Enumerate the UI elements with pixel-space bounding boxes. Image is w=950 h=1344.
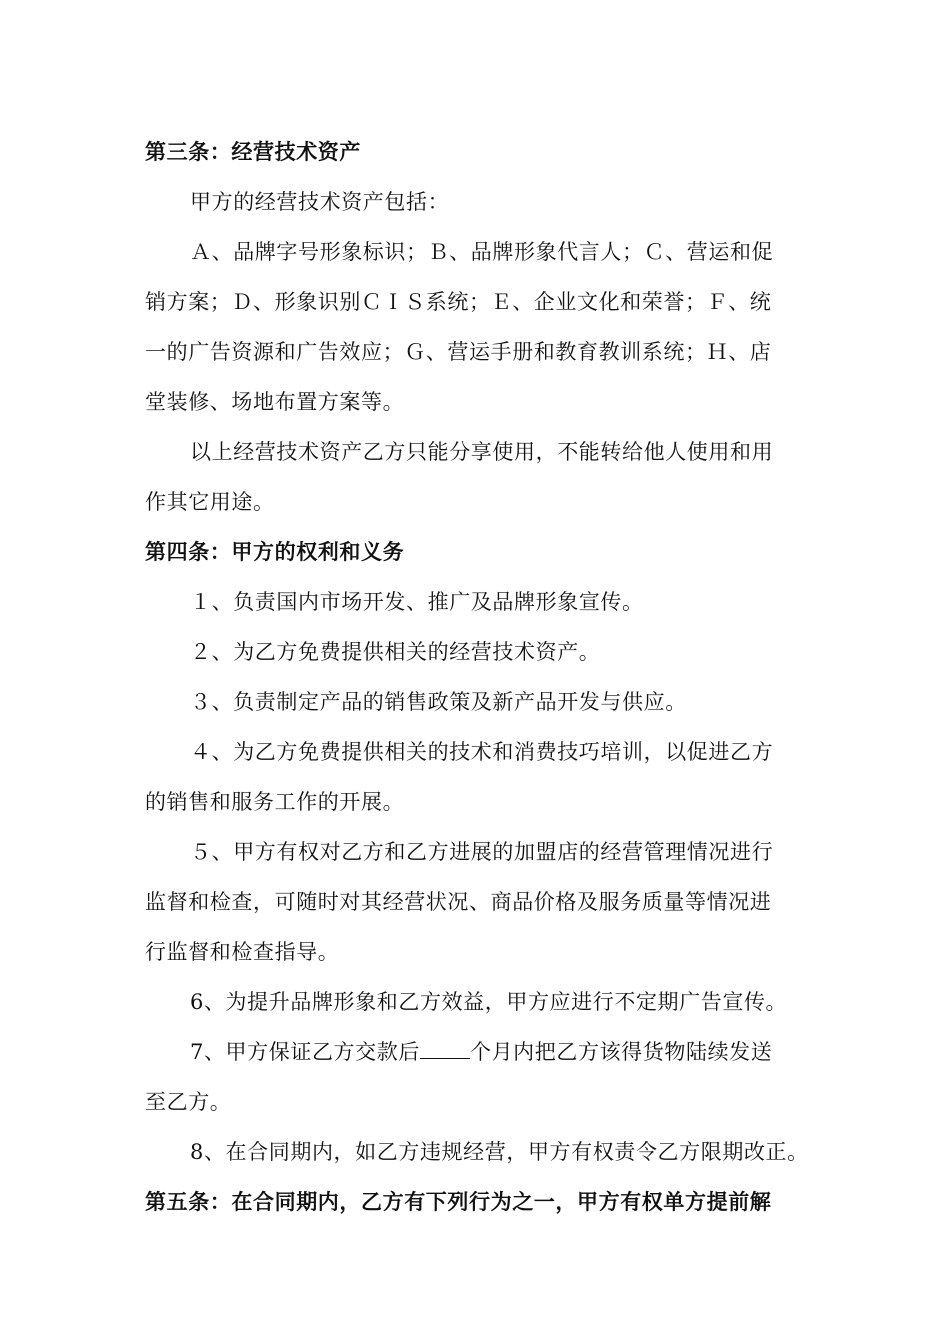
article-4-item-5-line-1: ５、甲方有权对乙方和乙方进展的加盟店的经营管理情况进行	[190, 840, 774, 864]
article-3-note-line-1: 以上经营技术资产乙方只能分享使用，不能转给他人使用和用	[190, 440, 774, 464]
article-4-item-1: １、负责国内市场开发、推广及品牌形象宣传。	[190, 590, 644, 614]
fill-in-blank	[420, 1038, 470, 1059]
article-3-intro: 甲方的经营技术资产包括：	[190, 190, 450, 214]
article-4-item-6: 6、为提升品牌形象和乙方效益，甲方应进行不定期广告宣传。	[190, 990, 788, 1014]
article-4-item-7-line-1	[190, 1037, 772, 1067]
article-4-item-8: 8、在合同期内，如乙方违规经营，甲方有权责令乙方限期改正。	[190, 1140, 809, 1164]
article-3-heading: 第三条：经营技术资产	[145, 139, 361, 164]
article-4-item-7-line-2: 至乙方。	[145, 1090, 232, 1114]
article-4-item-4-line-1: ４、为乙方免费提供相关的技术和消费技巧培训，以促进乙方	[190, 740, 774, 764]
article-3-list-line-1: Ａ、品牌字号形象标识；Ｂ、品牌形象代言人；Ｃ、营运和促	[190, 240, 774, 264]
article-4-item-3: ３、负责制定产品的销售政策及新产品开发与供应。	[190, 690, 687, 714]
article-3-list-line-3: 一的广告资源和广告效应；Ｇ、营运手册和教育教训系统；Ｈ、店	[145, 340, 772, 364]
article-4-item-5-line-3: 行监督和检查指导。	[145, 940, 340, 964]
article-3-note-line-2: 作其它用途。	[145, 490, 275, 514]
article-4-item-4-line-2: 的销售和服务工作的开展。	[145, 790, 405, 814]
article-4-heading: 第四条：甲方的权利和义务	[145, 539, 405, 564]
article-4-item-5-line-2: 监督和检查，可随时对其经营状况、商品价格及服务质量等情况进	[145, 890, 772, 914]
article-3-list-line-2: 销方案；Ｄ、形象识别ＣＩＳ系统；Ｅ、企业文化和荣誉；Ｆ、统	[145, 290, 772, 314]
article-4-item-7-text-end: 个月内把乙方该得货物陆续发送	[469, 1040, 773, 1064]
article-4-item-7-text-start: 7、甲方保证乙方交款后	[190, 1040, 420, 1064]
article-3-list-line-4: 堂装修、场地布置方案等。	[145, 390, 405, 414]
article-4-item-2: ２、为乙方免费提供相关的经营技术资产。	[190, 640, 601, 664]
article-5-heading: 第五条：在合同期内，乙方有下列行为之一，甲方有权单方提前解	[145, 1189, 772, 1214]
